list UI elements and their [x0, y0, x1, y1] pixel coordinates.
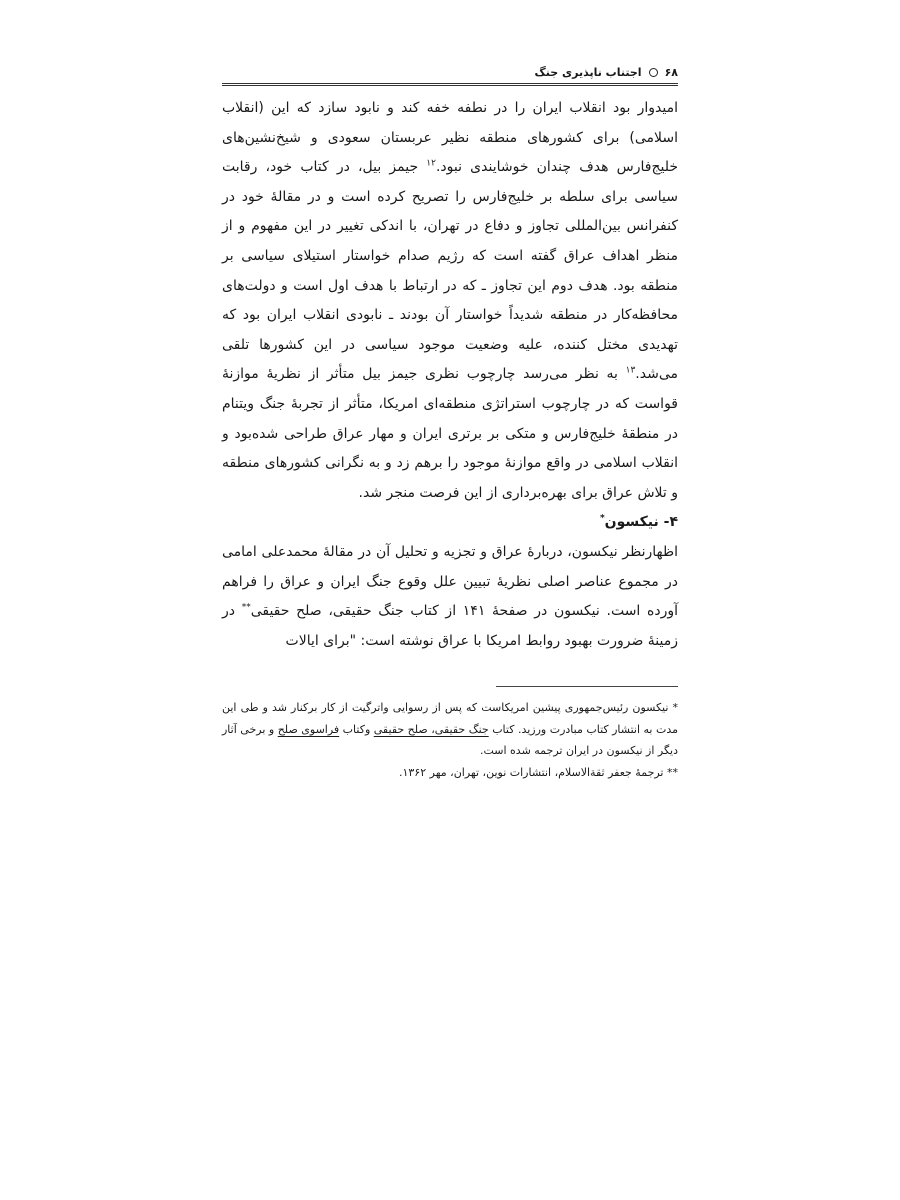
footnote-divider: [496, 686, 678, 687]
book-title-reference: جنگ حقیقی، صلح حقیقی: [373, 722, 489, 736]
reference-12: ۱۲: [426, 158, 436, 169]
section-heading-text: ۴- نیکسون: [604, 514, 678, 531]
footnote-marker: *: [599, 513, 605, 524]
reference-13: ۱۳: [625, 365, 636, 376]
footnote-marker: **: [241, 602, 251, 613]
paragraph-text: در زمینهٔ ضرورت بهبود روابط امریکا با عراق نوشته است: "برای ایالات: [222, 603, 678, 649]
paragraph-text: امیدوار بود انقلاب ایران را در نطفه خفه کند و نابود سازد که این (انقلاب اسلامی) برای کشورهای منطقه نظیر عربستان سعودی و شیخ‌نشین‌های خلیج‌فارس هدف چندان خوشایندی نبود.: [222, 100, 678, 176]
footnotes: [222, 697, 678, 783]
body-paragraph: [222, 538, 678, 656]
body-text: [222, 94, 678, 656]
book-title: اجتناب ناپذیری جنگ: [534, 65, 642, 79]
running-header: [222, 62, 678, 82]
circle-separator-icon: [649, 68, 658, 77]
footnote-text: * نیکسون رئیس‌جمهوری پیشین امریکاست که پس از رسوایی واترگیت از کار برکنار شد و طی این مدت به انتشار کتاب مبادرت ورزید. کتاب: [222, 701, 679, 736]
paragraph-text: جیمز بیل، در کتاب خود، رقابت سیاسی برای سلطه بر خلیج‌فارس را تصریح کرده است و در مقالهٔ خود در کنفرانس بین‌المللی تجاوز و دفاع در تهران، با اندکی تغییر در این مفهوم و از منظر اهداف عراق گفته است که رژیم صدام خواستار استیلای سیاسی بر منطقه بود. هدف دوم این تجاوز ـ که در ارتباط با هدف اول است و دولت‌های محافظه‌کار در منطقه شدیداً خواستار آن بودند ـ نابودی انقلاب ایران بود که تهدیدی مختل کننده، علیه وضعیت موجود سیاسی در این کشورها تلقی می‌شد.: [222, 159, 678, 383]
footnote-text: و برخی آثار دیگر از نیکسون در ایران ترجمه شده است.: [222, 722, 678, 758]
header-double-rule: [222, 83, 678, 86]
footnote-text: ** ترجمهٔ جعفر ثقةالاسلام، انتشارات نوین، تهران، مهر ۱۳۶۲.: [398, 765, 678, 779]
body-paragraph: [222, 94, 678, 508]
section-heading: [222, 508, 678, 538]
paragraph-text: اظهارنظر نیکسون، دربارهٔ عراق و تجزیه و تحلیل آن در مقالهٔ محمدعلی امامی در مجموع عناصر اصلی نظریهٔ تبیین علل وقوع جنگ ایران و عراق را فراهم آورده است. نیکسون در صفحهٔ ۱۴۱ از کتاب جنگ حقیقی، صلح حقیقی: [222, 543, 678, 620]
footnote: [222, 762, 678, 784]
footnote: [222, 697, 678, 762]
book-page: [222, 62, 678, 783]
book-title-reference: فراسوی صلح: [277, 722, 340, 736]
paragraph-text: به نظر می‌رسد چارچوب نظری جیمز بیل متأثر از نظریهٔ موازنهٔ قواست که در چارچوب استراتژی منطقه‌ای امریکا، متأثر از تجربهٔ جنگ ویتنام در منطقهٔ خلیج‌فارس و متکی بر برتری ایران و مهار عراق طراحی شده‌بود و انقلاب اسلامی در واقع موازنهٔ موجود را برهم زد و به نگرانی کشورهای منطقه و تلاش عراق برای بهره‌برداری از این فرصت منجر شد.: [222, 366, 678, 501]
footnote-text: وکتاب: [339, 722, 374, 736]
page-number: ۶۸: [664, 65, 678, 79]
